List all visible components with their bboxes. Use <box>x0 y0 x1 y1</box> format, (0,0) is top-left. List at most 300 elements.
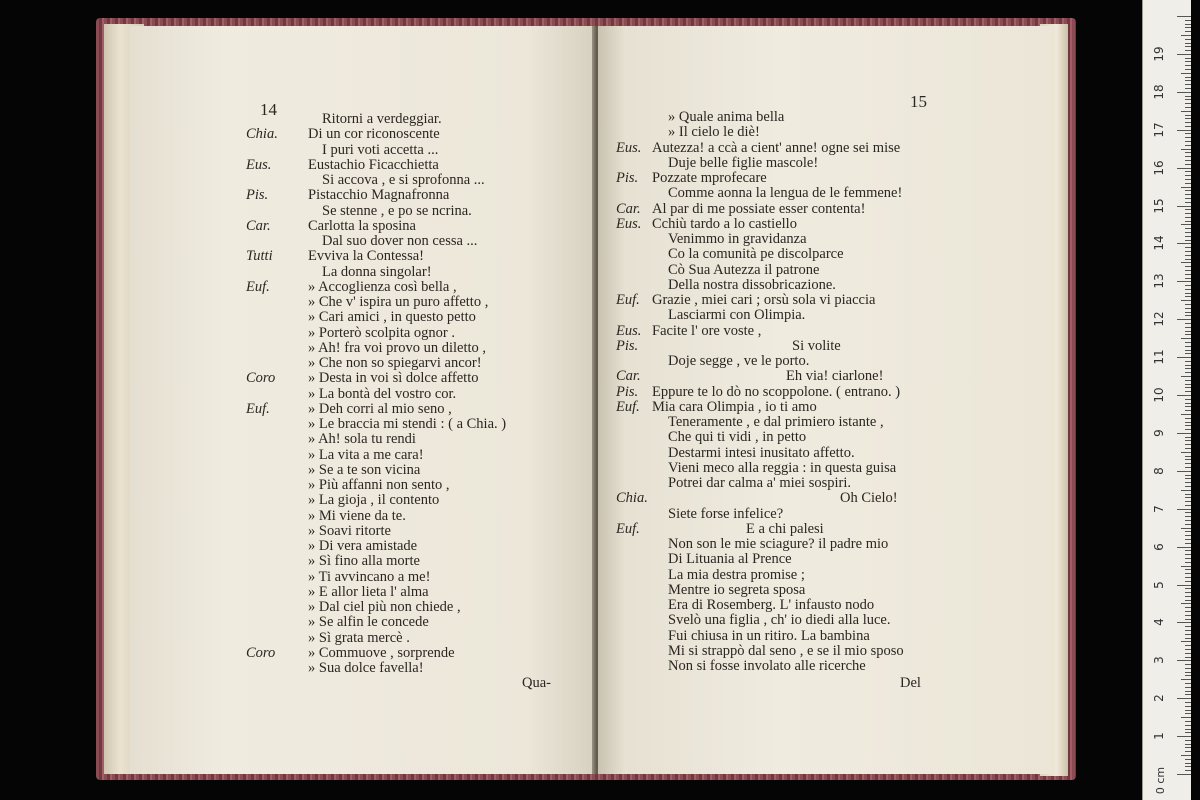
verse-line: Venimmo in gravidanza <box>668 231 807 247</box>
ruler-tick <box>1185 645 1191 646</box>
ruler-tick <box>1185 486 1191 487</box>
speaker-label: Pis. <box>616 337 639 354</box>
ruler-tick <box>1185 293 1191 294</box>
ruler-tick <box>1185 770 1191 771</box>
ruler-tick <box>1177 281 1191 282</box>
ruler-tick <box>1185 247 1191 248</box>
ruler-tick <box>1181 224 1191 225</box>
ruler-tick <box>1177 698 1191 699</box>
ruler-tick <box>1185 463 1191 464</box>
ruler-tick <box>1185 190 1191 191</box>
verse-line: » Porterò scolpita ognor . <box>308 324 455 341</box>
ruler-tick <box>1185 304 1191 305</box>
ruler-tick <box>1185 550 1191 551</box>
verse-line: » Quale anima bella <box>668 109 785 125</box>
ruler-tick <box>1185 164 1191 165</box>
verse-line: » Ah! sola tu rendi <box>308 431 416 448</box>
ruler-tick <box>1185 39 1191 40</box>
verse-line: » Se alfin le concede <box>308 614 429 631</box>
speaker-label: Chia. <box>246 126 278 143</box>
ruler-tick <box>1185 141 1191 142</box>
catchword-right: Del <box>900 675 921 691</box>
ruler-tick <box>1185 296 1191 297</box>
ruler-tick <box>1185 122 1191 123</box>
ruler-tick <box>1185 478 1191 479</box>
ruler-tick <box>1185 740 1191 741</box>
ruler-tick <box>1185 228 1191 229</box>
verse-line: Era di Rosemberg. L' infausto nodo <box>668 597 875 613</box>
verse-line: » Cari amici , in questo petto <box>308 309 476 326</box>
ruler-tick <box>1177 622 1191 623</box>
ruler-tick <box>1185 46 1191 47</box>
ruler-tick <box>1177 736 1191 737</box>
verse-line: » Mi viene da te. <box>308 507 406 524</box>
verse-line: Comme aonna la lengua de le femmene! <box>668 185 903 202</box>
ruler-tick <box>1185 634 1191 635</box>
verse-line: Ritorni a verdeggiar. <box>322 111 442 127</box>
ruler-tick <box>1185 115 1191 116</box>
verse-line: Dal suo dover non cessa ... <box>322 233 478 249</box>
ruler-tick <box>1185 448 1191 449</box>
ruler-tick <box>1185 713 1191 714</box>
verse-line: » Che non so spiegarvi ancor! <box>308 355 482 371</box>
ruler-tick <box>1185 103 1191 104</box>
speaker-label: Car. <box>616 200 641 217</box>
verse-line: Destarmi intesi inusitato affetto. <box>668 444 855 461</box>
speaker-label: Euf. <box>616 520 640 537</box>
ruler-tick <box>1177 92 1191 93</box>
ruler-tick <box>1185 353 1191 354</box>
ruler-tick <box>1185 175 1191 176</box>
ruler-tick <box>1185 725 1191 726</box>
ruler-tick <box>1185 331 1191 332</box>
ruler-tick <box>1185 675 1191 676</box>
ruler-tick <box>1185 710 1191 711</box>
ruler-tick <box>1185 221 1191 222</box>
ruler-tick <box>1185 672 1191 673</box>
ruler-tick <box>1185 596 1191 597</box>
ruler-tick <box>1185 65 1191 66</box>
ruler-tick <box>1185 350 1191 351</box>
ruler-tick <box>1181 603 1191 604</box>
ruler-tick <box>1185 649 1191 650</box>
verse-line: » Che v' ispira un puro affetto , <box>308 294 489 310</box>
ruler-tick <box>1185 535 1191 536</box>
ruler-tick <box>1185 327 1191 328</box>
ruler-tick <box>1185 744 1191 745</box>
ruler-tick <box>1185 372 1191 373</box>
verse-line: Fui chiusa in un ritiro. La bambina <box>668 627 870 644</box>
ruler-tick <box>1185 638 1191 639</box>
verse-line: Lasciarmi con Olimpia. <box>668 307 806 324</box>
ruler-tick <box>1181 300 1191 301</box>
ruler-tick <box>1185 562 1191 563</box>
ruler-number: 15 <box>1152 197 1166 214</box>
ruler-tick <box>1185 312 1191 313</box>
verse-line: » Desta in voi sì dolce affetto <box>308 370 479 387</box>
verse-line: » Accoglienza così bella , <box>308 278 457 295</box>
verse-line: Vieni meco alla reggia : in questa guisa <box>668 459 897 476</box>
verse-line: Oh Cielo! <box>840 490 898 507</box>
ruler-tick <box>1185 456 1191 457</box>
verse-line: Co la comunità pe discolparce <box>668 246 844 263</box>
verse-line: Mia cara Olimpia , io ti amo <box>652 398 817 415</box>
verse-line: » Le braccia mi stendi : ( a Chia. ) <box>308 416 507 432</box>
speaker-label: Eus. <box>246 156 272 173</box>
ruler-tick <box>1177 357 1191 358</box>
ruler-tick <box>1185 24 1191 25</box>
verse-line: » Ah! fra voi provo un diletto , <box>308 339 487 356</box>
verse-line: Doje segge , ve le porto. <box>668 353 810 369</box>
ruler-tick <box>1185 600 1191 601</box>
ruler-tick <box>1185 213 1191 214</box>
verse-line: » Il cielo le diè! <box>668 124 760 141</box>
ruler-tick <box>1185 497 1191 498</box>
ruler-tick <box>1185 732 1191 733</box>
ruler-tick <box>1185 80 1191 81</box>
ruler-tick <box>1185 152 1191 153</box>
ruler-tick <box>1185 194 1191 195</box>
verse-line: Se stenne , e po se ncrina. <box>322 202 472 219</box>
ruler-tick <box>1185 410 1191 411</box>
speaker-label: Euf. <box>616 398 640 415</box>
ruler-tick <box>1177 433 1191 434</box>
ruler-tick <box>1185 543 1191 544</box>
ruler-tick <box>1181 490 1191 491</box>
ruler-tick <box>1185 729 1191 730</box>
ruler-tick <box>1185 171 1191 172</box>
verse-line: » La bontà del vostro cor. <box>308 385 457 402</box>
ruler-number: 18 <box>1152 84 1166 100</box>
ruler-number: 6 <box>1152 542 1166 551</box>
ruler-tick <box>1185 581 1191 582</box>
speaker-label: Tutti <box>246 248 273 265</box>
verse-line: I puri voti accetta ... <box>322 141 439 158</box>
ruler-tick <box>1185 577 1191 578</box>
ruler-tick <box>1185 615 1191 616</box>
ruler-tick <box>1177 660 1191 661</box>
ruler-tick <box>1185 384 1191 385</box>
verse-line: » Ti avvincano a me! <box>308 568 431 585</box>
ruler-tick <box>1185 255 1191 256</box>
ruler-tick <box>1177 168 1191 169</box>
ruler-tick <box>1181 187 1191 188</box>
ruler-tick <box>1185 107 1191 108</box>
ruler-number: 10 <box>1152 387 1166 403</box>
ruler-tick <box>1185 183 1191 184</box>
ruler-number: 12 <box>1152 311 1166 327</box>
verse-line: » La vita a me cara! <box>308 446 424 463</box>
ruler-tick <box>1185 77 1191 78</box>
ruler-tick <box>1185 50 1191 51</box>
verse-line: Facite l' ore voste , <box>652 322 762 339</box>
ruler-tick <box>1177 585 1191 586</box>
verse-line: Eppure te lo dò no scoppolone. ( entrano. ) <box>652 383 901 400</box>
ruler-tick <box>1185 145 1191 146</box>
speaker-label: Coro <box>246 370 276 387</box>
right-page <box>598 26 1052 774</box>
ruler-tick <box>1185 361 1191 362</box>
ruler-tick <box>1185 58 1191 59</box>
speaker-label: Euf. <box>246 400 270 417</box>
page-number-right: 15 <box>910 92 927 111</box>
ruler-tick <box>1181 452 1191 453</box>
ruler-tick <box>1181 755 1191 756</box>
ruler-tick <box>1185 702 1191 703</box>
ruler-tick <box>1185 403 1191 404</box>
verse-line: Si accova , e si sprofonna ... <box>322 172 485 188</box>
ruler-tick <box>1177 243 1191 244</box>
speaker-label: Pis. <box>616 383 639 400</box>
speaker-label: Euf. <box>616 292 640 308</box>
verse-line: Autezza! a ccà a cient' anne! ogne sei mise <box>652 139 901 156</box>
ruler-number: 16 <box>1152 159 1166 176</box>
verse-line: Di un cor riconoscente <box>308 126 440 143</box>
ruler-tick <box>1185 380 1191 381</box>
verse-line: Di Lituania al Prence <box>668 551 792 568</box>
ruler-tick <box>1185 289 1191 290</box>
ruler-tick <box>1177 206 1191 207</box>
speaker-label: Car. <box>616 368 641 385</box>
verse-line: Teneramente , e dal primiero istante , <box>668 414 884 430</box>
ruler-tick <box>1185 475 1191 476</box>
ruler-tick <box>1185 217 1191 218</box>
ruler-tick <box>1177 509 1191 510</box>
verse-line: » Se a te son vicina <box>308 461 421 478</box>
ruler-unit-label: 0 cm <box>1154 766 1168 795</box>
ruler-tick <box>1185 346 1191 347</box>
ruler-tick <box>1181 111 1191 112</box>
ruler-tick <box>1185 607 1191 608</box>
ruler-tick <box>1185 573 1191 574</box>
verse-line: Si volite <box>792 337 841 354</box>
speaker-label: Eus. <box>616 139 642 156</box>
verse-line: » Più affanni non sento , <box>308 477 450 493</box>
ruler-tick <box>1185 759 1191 760</box>
ruler-number: 7 <box>1152 504 1166 513</box>
ruler-number: 1 <box>1152 732 1166 740</box>
page-number-left: 14 <box>260 100 277 119</box>
speaker-label: Euf. <box>246 278 270 295</box>
ruler-tick <box>1185 387 1191 388</box>
verse-line: Non si fosse involato alle ricerche <box>668 658 866 674</box>
verse-line: » Di vera amistade <box>308 538 418 554</box>
ruler-number: 17 <box>1152 122 1166 138</box>
ruler-tick <box>1181 376 1191 377</box>
verse-line: Pozzate mprofecare <box>652 170 767 186</box>
ruler-tick <box>1185 626 1191 627</box>
speaker-label: Car. <box>246 217 271 234</box>
verse-line: » Commuove , sorprende <box>308 644 455 661</box>
ruler-tick <box>1181 414 1191 415</box>
ruler-tick <box>1185 516 1191 517</box>
ruler-tick <box>1185 20 1191 21</box>
ruler-tick <box>1185 137 1191 138</box>
ruler-tick <box>1185 27 1191 28</box>
ruler-tick <box>1185 232 1191 233</box>
ruler-tick <box>1185 88 1191 89</box>
ruler-tick <box>1185 266 1191 267</box>
ruler-tick <box>1181 566 1191 567</box>
verse-line: » Sua dolce favella! <box>308 660 424 676</box>
ruler-tick <box>1177 471 1191 472</box>
verse-line: Della nostra dissobricazione. <box>668 276 836 293</box>
verse-line: Eh via! ciarlone! <box>786 368 884 385</box>
ruler-tick <box>1177 16 1191 17</box>
ruler-tick <box>1181 679 1191 680</box>
ruler-tick <box>1185 691 1191 692</box>
ruler-tick <box>1185 270 1191 271</box>
ruler-tick <box>1185 308 1191 309</box>
ruler-tick <box>1185 766 1191 767</box>
ruler-tick <box>1181 262 1191 263</box>
ruler-number: 13 <box>1152 273 1166 289</box>
ruler-tick <box>1185 763 1191 764</box>
ruler-tick <box>1185 751 1191 752</box>
ruler-tick <box>1185 334 1191 335</box>
ruler-tick <box>1185 524 1191 525</box>
ruler-tick <box>1185 558 1191 559</box>
ruler-tick <box>1185 501 1191 502</box>
ruler-tick <box>1185 588 1191 589</box>
ruler-tick <box>1185 683 1191 684</box>
ruler-tick <box>1185 202 1191 203</box>
ruler-tick <box>1177 395 1191 396</box>
ruler-number: 19 <box>1152 46 1166 62</box>
ruler-tick <box>1185 459 1191 460</box>
ruler-tick <box>1185 179 1191 180</box>
ruler-tick <box>1177 130 1191 131</box>
ruler-tick <box>1185 43 1191 44</box>
ruler-tick <box>1185 592 1191 593</box>
ruler-tick <box>1185 342 1191 343</box>
verse-line: Cò Sua Autezza il patrone <box>668 261 820 278</box>
ruler-tick <box>1185 512 1191 513</box>
ruler-number: 8 <box>1152 466 1166 475</box>
ruler-tick <box>1185 664 1191 665</box>
ruler-tick <box>1185 99 1191 100</box>
ruler-tick <box>1185 437 1191 438</box>
ruler-tick <box>1185 274 1191 275</box>
ruler-tick <box>1185 706 1191 707</box>
speaker-label: Chia. <box>616 490 648 507</box>
ruler-tick <box>1181 717 1191 718</box>
ruler-tick <box>1185 657 1191 658</box>
ruler-tick <box>1185 494 1191 495</box>
verse-line: Svelò una figlia , ch' io diedi alla luce. <box>668 612 891 629</box>
verse-line: Grazie , miei cari ; orsù sola vi piaccia <box>652 292 876 308</box>
speaker-label: Eus. <box>616 322 642 339</box>
ruler-tick <box>1185 31 1191 32</box>
verse-line: La donna singolar! <box>322 263 432 280</box>
ruler-tick <box>1177 54 1191 55</box>
ruler-tick <box>1185 133 1191 134</box>
ruler-tick <box>1177 319 1191 320</box>
ruler-tick <box>1185 422 1191 423</box>
ruler-tick <box>1185 236 1191 237</box>
speaker-label: Pis. <box>616 170 639 186</box>
verse-line: Evviva la Contessa! <box>308 248 424 265</box>
verse-line: La mia destra promise ; <box>668 566 805 583</box>
verse-line: Potrei dar calma a' miei sospiri. <box>668 475 852 491</box>
verse-line: » Sì fino alla morte <box>308 553 420 570</box>
catchword-left: Qua- <box>522 675 551 691</box>
ruler-tick <box>1185 278 1191 279</box>
ruler-tick <box>1185 694 1191 695</box>
ruler-tick <box>1185 365 1191 366</box>
verse-line: Cchiù tardo a lo castiello <box>652 215 797 232</box>
ruler-tick <box>1185 429 1191 430</box>
ruler-tick <box>1185 259 1191 260</box>
verse-line: E a chi palesi <box>746 520 824 537</box>
ruler-tick <box>1185 406 1191 407</box>
verse-line: Siete forse infelice? <box>668 505 784 522</box>
ruler-tick <box>1185 251 1191 252</box>
verse-line: Duje belle figlie mascole! <box>668 154 819 171</box>
ruler-tick <box>1185 653 1191 654</box>
verse-line: » La gioja , il contento <box>308 492 440 509</box>
measurement-ruler <box>1142 0 1191 800</box>
ruler-tick <box>1185 520 1191 521</box>
verse-line: » Soavi ritorte <box>308 522 391 539</box>
ruler-tick <box>1185 467 1191 468</box>
speaker-label: Pis. <box>246 187 269 204</box>
verse-line: Al par di me possiate esser contenta! <box>652 200 866 217</box>
ruler-tick <box>1185 315 1191 316</box>
ruler-tick <box>1185 619 1191 620</box>
ruler-tick <box>1185 126 1191 127</box>
ruler-tick <box>1185 323 1191 324</box>
speaker-label: Eus. <box>616 215 642 232</box>
verse-line: Carlotta la sposina <box>308 217 416 234</box>
ruler-tick <box>1181 73 1191 74</box>
ruler-tick <box>1185 747 1191 748</box>
ruler-tick <box>1185 156 1191 157</box>
ruler-tick <box>1185 425 1191 426</box>
ruler-tick <box>1185 721 1191 722</box>
verse-line: Mi si strappò dal seno , e se il mio sposo <box>668 642 904 659</box>
ruler-tick <box>1185 482 1191 483</box>
ruler-tick <box>1185 368 1191 369</box>
ruler-tick <box>1177 547 1191 548</box>
ruler-tick <box>1185 198 1191 199</box>
verse-line: » Deh corri al mio seno , <box>308 400 452 417</box>
ruler-number: 3 <box>1152 656 1166 665</box>
speaker-label: Coro <box>246 644 276 661</box>
verse-line: Che qui ti vidi , in petto <box>668 429 807 446</box>
ruler-tick <box>1185 569 1191 570</box>
ruler-tick <box>1185 505 1191 506</box>
ruler-tick <box>1185 440 1191 441</box>
ruler-tick <box>1181 149 1191 150</box>
ruler-tick <box>1185 84 1191 85</box>
ruler-tick <box>1185 240 1191 241</box>
verse-line: » Dal ciel più non chiede , <box>308 599 461 615</box>
ruler-tick <box>1185 160 1191 161</box>
ruler-tick <box>1185 687 1191 688</box>
verse-line: » Sì grata mercè . <box>308 629 410 646</box>
ruler-tick <box>1185 61 1191 62</box>
ruler-tick <box>1185 69 1191 70</box>
ruler-tick <box>1185 444 1191 445</box>
ruler-tick <box>1185 399 1191 400</box>
ruler-tick <box>1185 209 1191 210</box>
verse-line: » E allor lieta l' alma <box>308 583 429 600</box>
verse-line: Non son le mie sciagure? il padre mio <box>668 536 889 552</box>
ruler-tick <box>1185 554 1191 555</box>
ruler-tick <box>1181 528 1191 529</box>
ruler-tick <box>1185 391 1191 392</box>
